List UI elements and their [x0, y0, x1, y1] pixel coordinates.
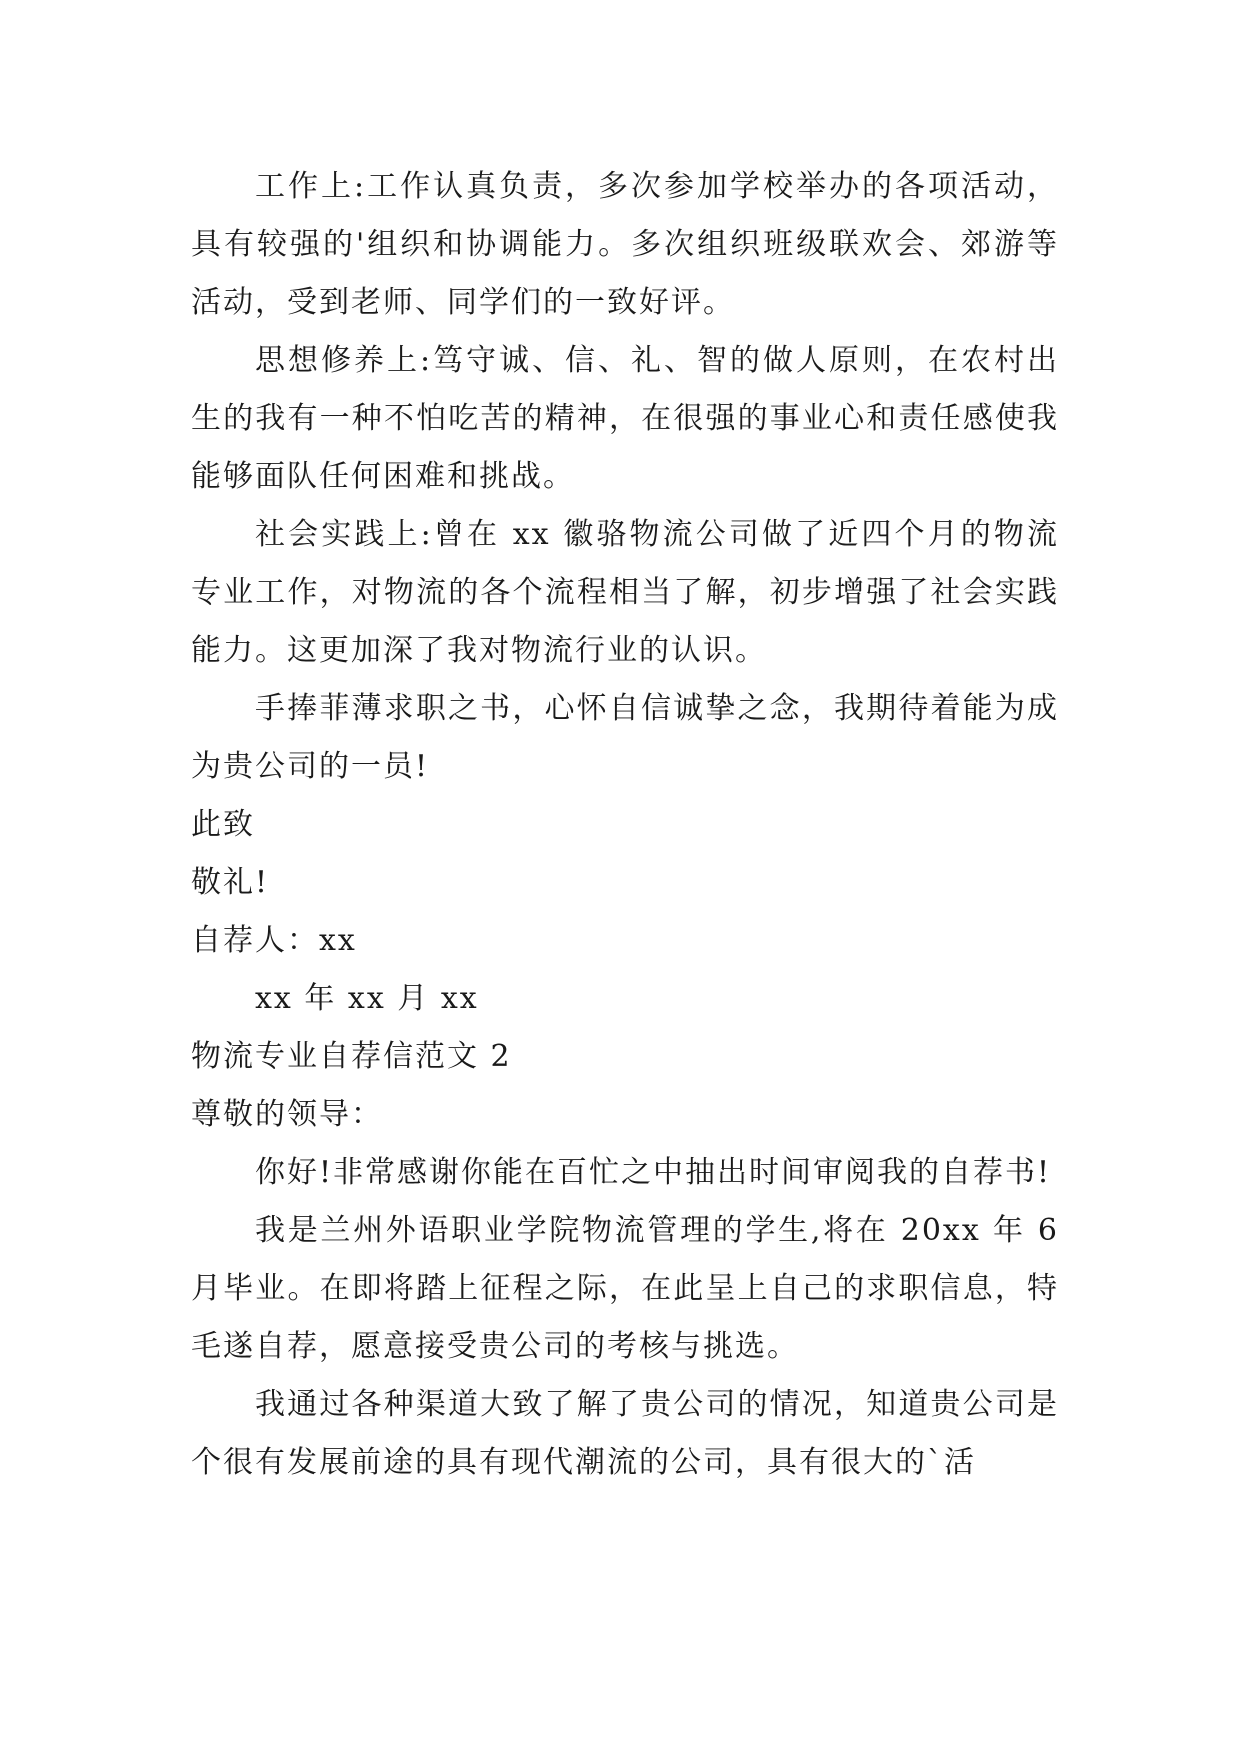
date-line: xx 年 xx 月 xx: [255, 981, 479, 1016]
paragraph-introduction: 我是兰州外语职业学院物流管理的学生,将在 20xx 年 6 月毕业。在即将踏上征程之际，在此呈上自己的求职信息，特毛遂自荐，愿意接受贵公司的考核与挑选。: [191, 1213, 1059, 1364]
paragraph-practice: 社会实践上:曾在 xx 徽骆物流公司做了近四个月的物流专业工作，对物流的各个流程相当了解，初步增强了社会实践能力。这更加深了我对物流行业的认识。: [191, 517, 1059, 668]
signer-line: 自荐人：xx: [191, 923, 357, 958]
paragraph-work: 工作上:工作认真负责，多次参加学校举办的各项活动，具有较强的'组织和协调能力。多次组织班级联欢会、郊游等活动，受到老师、同学们的一致好评。: [191, 169, 1059, 320]
closing-line: 此致: [191, 807, 255, 842]
document-body: [191, 158, 1059, 1492]
letter2-title: 物流专业自荐信范文 2: [191, 1039, 512, 1074]
paragraph-conclusion: 手捧菲薄求职之书，心怀自信诚挚之念，我期待着能为成为贵公司的一员!: [191, 691, 1059, 784]
paragraph-company: 我通过各种渠道大致了解了贵公司的情况，知道贵公司是个很有发展前途的具有现代潮流的公司，具有很大的`活: [191, 1387, 1059, 1480]
letter2-salutation: 尊敬的领导：: [191, 1097, 383, 1132]
regards-line: 敬礼!: [191, 865, 270, 900]
paragraph-greeting: 你好!非常感谢你能在百忙之中抽出时间审阅我的自荐书!: [255, 1155, 1052, 1190]
paragraph-character: 思想修养上:笃守诚、信、礼、智的做人原则，在农村出生的我有一种不怕吃苦的精神，在很强的事业心和责任感使我能够面队任何困难和挑战。: [191, 343, 1059, 494]
